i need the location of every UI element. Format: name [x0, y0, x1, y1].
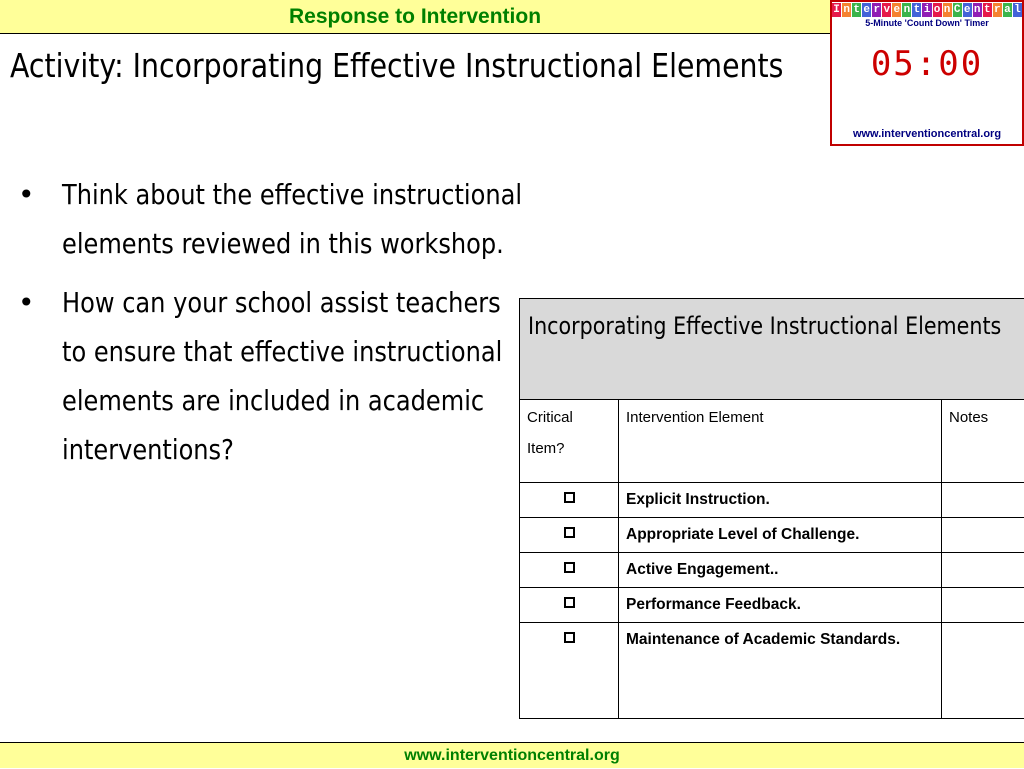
bullet-text: How can your school assist teachers to ensure that effective instructional elements are included in academic interventions? — [62, 278, 523, 474]
timer-url[interactable]: www.interventioncentral.org — [832, 128, 1022, 140]
bullet-text: Think about the effective instructional elements reviewed in this workshop. — [62, 170, 523, 268]
checkbox-cell[interactable] — [520, 483, 619, 518]
notes-cell[interactable] — [942, 483, 1024, 518]
bullet-item — [18, 278, 598, 474]
table-title: Incorporating Effective Instructional Elements — [520, 299, 1024, 400]
bullet-marker: • — [18, 170, 62, 268]
logo-letter: a — [1003, 3, 1012, 17]
top-banner — [0, 0, 830, 34]
element-name: Maintenance of Academic Standards. — [619, 623, 942, 719]
countdown-timer-widget[interactable] — [830, 0, 1024, 146]
table-row — [520, 588, 1024, 623]
logo-letter: r — [872, 3, 881, 17]
logo-letter: t — [912, 3, 921, 17]
checkbox-icon[interactable] — [564, 597, 575, 608]
element-name: Explicit Instruction. — [619, 483, 942, 518]
table-row — [520, 518, 1024, 553]
logo-letter: I — [832, 3, 841, 17]
logo-letter: n — [902, 3, 911, 17]
timer-display: 05:00 — [832, 44, 1022, 84]
checkbox-cell[interactable] — [520, 518, 619, 553]
logo-letter: r — [993, 3, 1002, 17]
notes-cell[interactable] — [942, 623, 1024, 719]
notes-cell[interactable] — [942, 588, 1024, 623]
logo-letter: e — [862, 3, 871, 17]
table-row — [520, 553, 1024, 588]
bullet-item — [18, 170, 598, 268]
checkbox-icon[interactable] — [564, 492, 575, 503]
timer-subtitle: 5-Minute 'Count Down' Timer — [832, 18, 1022, 28]
checkbox-icon[interactable] — [564, 632, 575, 643]
logo-letter: e — [963, 3, 972, 17]
logo-letter: n — [973, 3, 982, 17]
logo-letter: t — [983, 3, 992, 17]
element-name: Active Engagement.. — [619, 553, 942, 588]
column-header-intervention-element: Intervention Element — [619, 400, 942, 483]
logo-letter: C — [953, 3, 962, 17]
logo-letter: l — [1013, 3, 1022, 17]
notes-cell[interactable] — [942, 553, 1024, 588]
column-header-notes: Notes — [942, 400, 1024, 483]
table-row — [520, 483, 1024, 518]
banner-title: Response to Intervention — [289, 5, 541, 28]
checkbox-cell[interactable] — [520, 623, 619, 719]
logo-letter: n — [842, 3, 851, 17]
logo-letter: t — [852, 3, 861, 17]
table-row — [520, 623, 1024, 719]
logo-letter: o — [933, 3, 942, 17]
instructional-elements-table — [519, 298, 1024, 719]
column-header-critical-item: Critical Item? — [520, 400, 619, 483]
intervention-central-logo — [832, 3, 1022, 17]
checkbox-cell[interactable] — [520, 553, 619, 588]
logo-letter: e — [892, 3, 901, 17]
checkbox-cell[interactable] — [520, 588, 619, 623]
checkbox-icon[interactable] — [564, 527, 575, 538]
bullet-list — [18, 170, 598, 484]
notes-cell[interactable] — [942, 518, 1024, 553]
footer-url[interactable]: www.interventioncentral.org — [404, 747, 619, 764]
element-name: Appropriate Level of Challenge. — [619, 518, 942, 553]
bullet-marker: • — [18, 278, 62, 474]
slide-title: Activity: Incorporating Effective Instructional Elements — [10, 42, 818, 90]
checkbox-icon[interactable] — [564, 562, 575, 573]
element-name: Performance Feedback. — [619, 588, 942, 623]
logo-letter: n — [943, 3, 952, 17]
logo-letter: v — [882, 3, 891, 17]
logo-letter: i — [922, 3, 931, 17]
bottom-banner — [0, 742, 1024, 768]
